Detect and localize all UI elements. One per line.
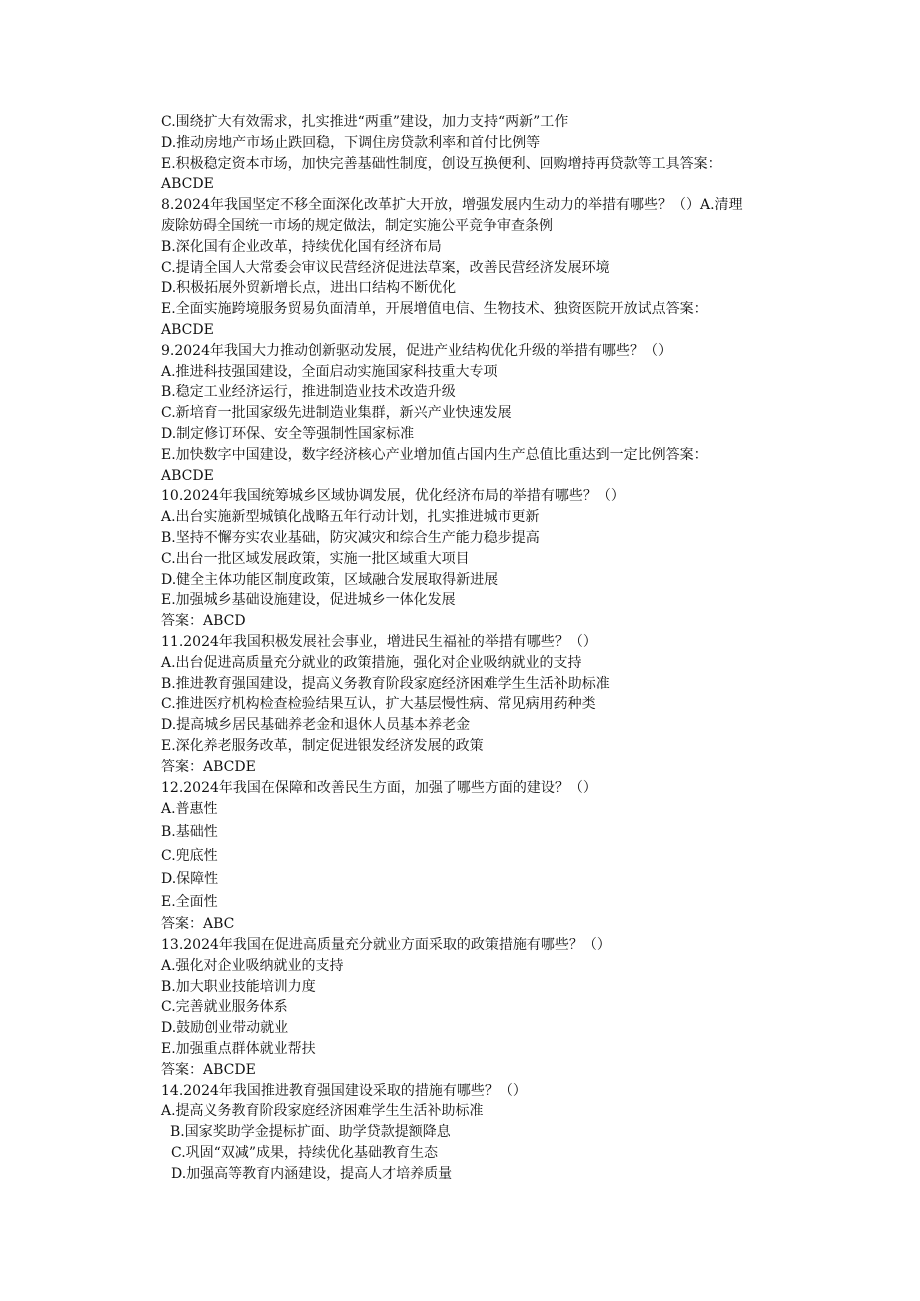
text-line: D.制定修订环保、安全等强制性国家标准	[161, 425, 415, 442]
text-line: A.提高义务教育阶段家庭经济困难学生生活补助标准	[161, 1103, 484, 1120]
answer-line: ABCDE	[161, 176, 214, 193]
text-line: C.推进医疗机构检查检验结果互认，扩大基层慢性病、常见病用药种类	[161, 696, 596, 713]
text-line: D.提高城乡居民基础养老金和退休人员基本养老金	[161, 717, 471, 734]
text-line: D.鼓励创业带动就业	[161, 1020, 289, 1037]
answer-line: 答案：ABCDE	[161, 1061, 256, 1078]
text-line: E.加快数字中国建设，数字经济核心产业增加值占国内生产总值比重达到一定比例答案：	[161, 446, 708, 463]
text-line: C.巩固“双减”成果，持续优化基础教育生态	[171, 1145, 438, 1161]
text-line: E.积极稳定资本市场，加快完善基础性制度，创设互换便利、回购增持再贷款等工具答案：	[161, 155, 722, 172]
answer-line: ABCDE	[161, 467, 214, 484]
text-line: D.加强高等教育内涵建设，提高人才培养质量	[171, 1165, 453, 1182]
text-line: D.推动房地产市场止跌回稳，下调住房贷款利率和首付比例等	[161, 134, 541, 151]
text-line: E.加强城乡基础设施建设，促进城乡一体化发展	[161, 592, 456, 609]
text-line: 废除妨碍全国统一市场的规定做法，制定实施公平竞争审查条例	[161, 217, 553, 234]
text-line: E.全面性	[161, 894, 218, 911]
text-line: A.推进科技强国建设，全面启动实施国家科技重大专项	[161, 363, 498, 380]
answer-line: ABCDE	[161, 321, 214, 338]
text-line: B.基础性	[161, 824, 218, 841]
text-line: C.围绕扩大有效需求，扎实推进“两重”建设，加力支持“两新”工作	[161, 114, 569, 130]
document-page	[161, 112, 801, 1185]
answer-line: 答案：ABCD	[161, 613, 246, 630]
question-line: 8.2024年我国坚定不移全面深化改革扩大开放，增强发展内生动力的举措有哪些？（）A.清理	[161, 197, 743, 214]
answer-line: 答案：ABCDE	[161, 758, 256, 775]
question-line: 10.2024年我国统筹城乡区域协调发展，优化经济布局的举措有哪些？（）	[161, 488, 625, 505]
text-line: D.健全主体功能区制度政策，区域融合发展取得新进展	[161, 571, 499, 588]
text-line: B.加大职业技能培训力度	[161, 978, 316, 995]
text-line: B.国家奖助学金提标扩面、助学贷款提额降息	[170, 1124, 451, 1141]
question-line: 11.2024年我国积极发展社会事业，增进民生福祉的举措有哪些？（）	[161, 633, 597, 650]
text-line: E.加强重点群体就业帮扶	[161, 1041, 316, 1058]
text-line: B.深化国有企业改革，持续优化国有经济布局	[161, 238, 442, 255]
answer-line: 答案：ABC	[161, 916, 235, 933]
text-line: C.新培育一批国家级先进制造业集群，新兴产业快速发展	[161, 405, 512, 422]
text-line: E.深化养老服务改革，制定促进银发经济发展的政策	[161, 737, 484, 754]
text-line: A.出台促进高质量充分就业的政策措施，强化对企业吸纳就业的支持	[161, 654, 582, 671]
text-line: D.保障性	[161, 870, 219, 887]
text-line: D.积极拓展外贸新增长点，进出口结构不断优化	[161, 280, 457, 297]
text-line: C.完善就业服务体系	[161, 999, 288, 1016]
text-line: A.出台实施新型城镇化战略五年行动计划，扎实推进城市更新	[161, 509, 540, 526]
text-line: E.全面实施跨境服务贸易负面清单，开展增值电信、生物技术、独资医院开放试点答案：	[161, 301, 708, 318]
question-line: 9.2024年我国大力推动创新驱动发展，促进产业结构优化升级的举措有哪些？（）	[161, 342, 672, 359]
text-line: C.提请全国人大常委会审议民营经济促进法草案，改善民营经济发展环境	[161, 259, 610, 276]
question-line: 13.2024年我国在促进高质量充分就业方面采取的政策措施有哪些？（）	[161, 937, 611, 954]
text-line: B.稳定工业经济运行，推进制造业技术改造升级	[161, 384, 456, 401]
text-line: B.坚持不懈夯实农业基础，防灾减灾和综合生产能力稳步提高	[161, 529, 540, 546]
text-line: A.普惠性	[161, 801, 218, 818]
text-line: C.兜底性	[161, 847, 218, 864]
question-line: 12.2024年我国在保障和改善民生方面，加强了哪些方面的建设？（）	[161, 779, 597, 796]
question-line: 14.2024年我国推进教育强国建设采取的措施有哪些？（）	[161, 1082, 527, 1099]
text-line: A.强化对企业吸纳就业的支持	[161, 957, 344, 974]
text-line: C.出台一批区域发展政策，实施一批区域重大项目	[161, 550, 470, 567]
text-line: B.推进教育强国建设，提高义务教育阶段家庭经济困难学生生活补助标准	[161, 675, 610, 692]
